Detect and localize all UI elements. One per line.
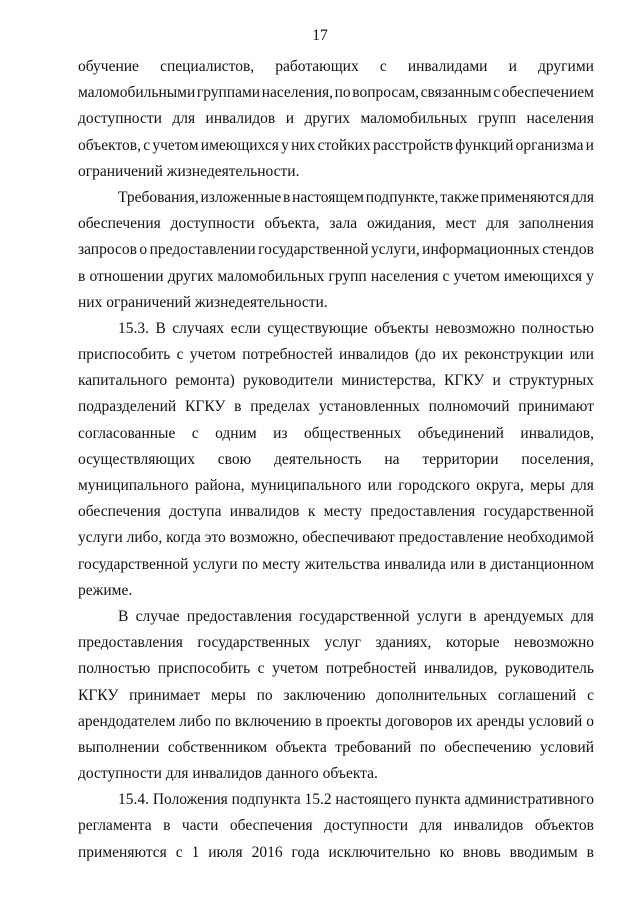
text-word: части [181,817,219,835]
text-line [78,237,594,263]
text-word: объектов, [78,136,141,154]
text-line [78,133,594,159]
text-word: арендодателем [78,712,176,730]
text-line [78,525,594,551]
text-word: включению [234,712,312,730]
text-word: руководители [242,372,334,390]
text-word: объектов [534,817,594,835]
text-word: в [163,817,171,835]
text-word: о [139,241,148,259]
text-word: в [478,555,487,573]
text-word: вводимым [509,843,578,861]
text-word: по [334,84,351,102]
text-line [78,394,594,420]
text-word: с [379,58,387,75]
text-word: в [283,188,291,206]
text-word: обеспечения [229,817,313,835]
text-word: 2016 [251,843,283,861]
text-word: невозможно [435,319,516,337]
text-word: групп [477,110,517,128]
text-word: населения [526,110,594,128]
text-word: инвалидов [229,503,300,521]
text-word: из [273,424,288,442]
text-line [78,604,594,630]
text-word: для [571,477,594,494]
text-word: них [291,136,316,154]
text-word: аренды [476,712,525,730]
text-word: 15.2 [304,791,332,809]
text-word: услуги [416,607,462,625]
text-word: предоставление [398,529,504,547]
text-word: КГКУ [185,398,226,416]
text-word: подразделений [78,398,177,416]
text-word: по [241,555,258,573]
text-word: либо [179,712,211,730]
text-word: доступности для инвалидов данного объекта. [78,765,378,783]
text-word: расстройств [372,136,454,154]
text-word: по [419,738,436,756]
text-word: инвалидами [407,58,488,75]
text-line [78,159,594,185]
text-word: согласованные [78,424,176,442]
text-word: для [419,817,443,835]
text-word: доступности [78,110,162,128]
text-word: существующие [267,319,368,337]
text-word: подпункте, [365,188,439,206]
text-word: установленных [318,398,420,416]
text-line [78,578,594,604]
text-word: полностью [78,660,151,678]
text-word: Положения [152,791,228,809]
text-line [78,656,594,682]
text-word: учетом [152,136,199,154]
text-word: с [143,136,151,154]
text-word: инвалида [384,555,446,573]
text-word: городского [398,477,470,494]
text-word: инвалидов [453,817,524,835]
text-word: их [442,346,459,364]
text-word: или [450,555,475,573]
text-word: В [118,607,129,625]
text-word: настоящем [292,188,364,206]
text-word: или [569,346,594,364]
text-word: это [204,529,226,547]
text-word: информационных [422,241,540,259]
text-word: с [442,267,450,285]
document-body [78,54,594,866]
text-word: доступа [169,503,222,521]
text-word: в [315,712,323,730]
text-word: Требования, [118,188,199,206]
text-word: режиме. [78,581,133,599]
text-word: общественных [303,424,402,442]
text-word: предоставлении [149,241,256,259]
text-word: приспособить [78,346,171,364]
text-word: государственной [258,241,369,259]
text-word: реконструкции [464,346,564,364]
text-word: и [492,372,501,390]
text-line [78,709,594,735]
text-word: объекты [374,319,429,337]
text-word: мест [445,215,477,233]
text-word: настоящего [335,791,412,809]
text-word: групп [328,267,367,285]
text-word: регламента [78,817,152,835]
text-word: изложенные [200,188,282,206]
text-line [78,787,594,813]
text-word: них ограничений жизнедеятельности. [78,293,328,311]
text-word: для [571,188,594,206]
text-word: собственником [167,738,267,756]
text-word: осуществляющих [78,450,195,468]
text-word: маломобильными [78,84,196,102]
text-word: 15.4. [118,791,149,809]
text-word: меры [530,477,565,494]
text-word: меры [211,686,246,704]
text-word: услуги [78,529,123,547]
text-word: структурных [508,372,594,390]
text-word: объединений [417,424,504,442]
text-word: договоров [385,712,453,730]
text-word: полностью [521,319,594,337]
text-word: когда [166,529,201,547]
text-word: выполнении [78,738,160,756]
text-word: предоставления [370,503,476,521]
text-word: которые [445,634,500,652]
text-word: муниципального [78,477,189,494]
text-word: учетом [189,346,236,364]
text-word: услуги, [371,241,420,259]
text-word: месту [323,503,362,521]
text-word: жительства [304,555,380,573]
text-word: применяются [78,843,167,861]
text-line [78,106,594,132]
text-word: объекта [275,738,327,756]
text-word: вновь [462,843,501,861]
text-word: соглашений [497,686,577,704]
text-word: в [469,607,477,625]
text-word: функций [455,136,514,154]
text-word: инвалидов, [423,660,498,678]
text-line [78,552,594,578]
text-word: обеспечения [78,215,161,233]
text-word: специалистов, [160,58,255,75]
text-word: министерства, [341,372,436,390]
text-word: доступности [324,817,409,835]
text-word: случаях [172,319,225,337]
text-word: проекты [326,712,382,730]
text-word: государственной [78,555,189,573]
text-word: о [586,712,594,730]
text-line [78,630,594,656]
text-word: с [175,843,183,861]
text-word: свою [217,450,252,468]
text-line [78,342,594,368]
text-word: зала [329,215,358,233]
text-word: другими [537,58,594,75]
text-word: организма [515,136,584,154]
text-word: либо, [126,529,163,547]
text-word: КГКУ [78,686,119,704]
text-word: 1 [191,843,200,861]
text-word: (до [415,346,436,364]
text-word: маломобильных [360,110,468,128]
page-number: 17 [312,27,328,44]
text-word: по [214,712,231,730]
text-line [78,473,594,499]
text-word: муниципального [250,477,362,494]
text-word: с [257,660,265,678]
text-line [78,813,594,839]
text-word: стойких [317,136,371,154]
text-word: для [172,110,196,128]
text-word: В [155,319,166,337]
text-word: условий [539,738,594,756]
text-word: месту [262,555,301,573]
text-word: обеспечению [444,738,532,756]
text-word: подпункта [231,791,301,809]
text-word: района, [194,477,245,494]
text-word: также [440,188,479,206]
text-word: заключению [283,686,366,704]
text-word: учетом [453,267,500,285]
text-word: ремонта) [175,372,235,390]
text-word: к [307,503,316,521]
text-word: у [281,136,289,154]
text-word: государственной [483,503,594,521]
text-word: с [587,686,594,704]
text-word: случае [135,607,180,625]
text-word: принимают [518,398,594,416]
text-line [78,80,594,106]
text-word: пределах [250,398,311,416]
text-word: одним [215,424,257,442]
text-word: в [78,267,86,285]
text-word: с [191,424,199,442]
text-word: предоставления [186,607,292,625]
text-word: 15.3. [118,319,149,337]
text-word: отношении [89,267,164,285]
text-word: принимает [129,686,201,704]
text-word: ожидания, [366,215,436,233]
text-word: учетом [272,660,319,678]
text-line [78,185,594,211]
text-word: ограничений жизнедеятельности. [78,162,300,180]
text-line [78,290,594,316]
text-word: потребностей [325,660,417,678]
text-word: руководитель [505,660,594,678]
text-word: вопросам, [352,84,420,102]
text-line [78,840,594,866]
text-word: для [486,215,509,233]
text-word: государственных [197,634,310,652]
text-word: населения, [261,84,334,102]
text-word: КГКУ [443,372,485,390]
text-word: и [508,58,517,75]
text-line [78,735,594,761]
text-word: потребностей [242,346,333,364]
text-word: года [291,843,320,861]
text-word: условий [528,712,583,730]
text-word: и [585,136,594,154]
text-word: необходимой [507,529,594,547]
text-word: связанным [420,84,492,102]
text-word: зданиях, [375,634,432,652]
text-line [78,264,594,290]
text-line [78,316,594,342]
text-word: обучение [78,58,139,75]
text-word: в [234,398,242,416]
text-word: предоставления [78,634,183,652]
text-word: населения [370,267,439,285]
text-word: с [493,84,501,102]
text-line [78,499,594,525]
text-line [78,211,594,237]
text-word: административного [464,791,594,809]
text-word: других [167,267,214,285]
text-word: услуги [192,555,238,573]
text-word: арендуемых [483,607,564,625]
text-word: дополнительных [376,686,488,704]
text-word: пункта [414,791,461,809]
text-word: стендов [542,241,594,259]
text-word: или [367,477,392,494]
text-word: у [586,267,594,285]
text-word: дистанционном [490,555,594,573]
text-word: запросов [78,241,137,259]
text-word: если [230,319,261,337]
text-word: заполнения [518,215,594,233]
text-word: округа, [476,477,524,494]
text-line [78,368,594,394]
text-word: июля [208,843,243,861]
text-word: группами [196,84,261,102]
text-word: в [586,843,594,861]
text-word: маломобильных [217,267,325,285]
text-word: и [285,110,294,128]
text-word: полномочий [428,398,510,416]
text-word: капитального [78,372,168,390]
text-word: работающих [275,58,359,75]
text-word: по [256,686,273,704]
text-word: обеспечением [501,84,594,102]
text-line [78,421,594,447]
text-line [78,54,594,80]
text-word: ко [439,843,454,861]
text-word: инвалидов [339,346,409,364]
text-word: приспособить [157,660,251,678]
text-word: деятельность [274,450,362,468]
text-word: на [384,450,400,468]
text-word: возможно, [229,529,299,547]
text-word: доступности [170,215,255,233]
text-line [78,683,594,709]
text-word: имеющихся [200,136,279,154]
text-word: для [571,607,594,625]
text-word: их [456,712,473,730]
text-word: поселения, [521,450,594,468]
text-word: обеспечивают [302,529,395,547]
text-word: услуг [324,634,361,652]
text-word: инвалидов [205,110,276,128]
text-word: других [304,110,351,128]
text-word: применяются [480,188,570,206]
text-word: территории [422,450,499,468]
text-word: инвалидов, [520,424,594,442]
text-line [78,761,594,787]
text-word: объекта, [264,215,320,233]
text-word: имеющихся [503,267,583,285]
text-word: исключительно [328,843,431,861]
text-line [78,447,594,473]
text-word: обеспечения [78,503,161,521]
text-word: государственной [299,607,410,625]
text-word: требований [335,738,412,756]
text-word: невозможно [514,634,594,652]
text-word: с [176,346,184,364]
